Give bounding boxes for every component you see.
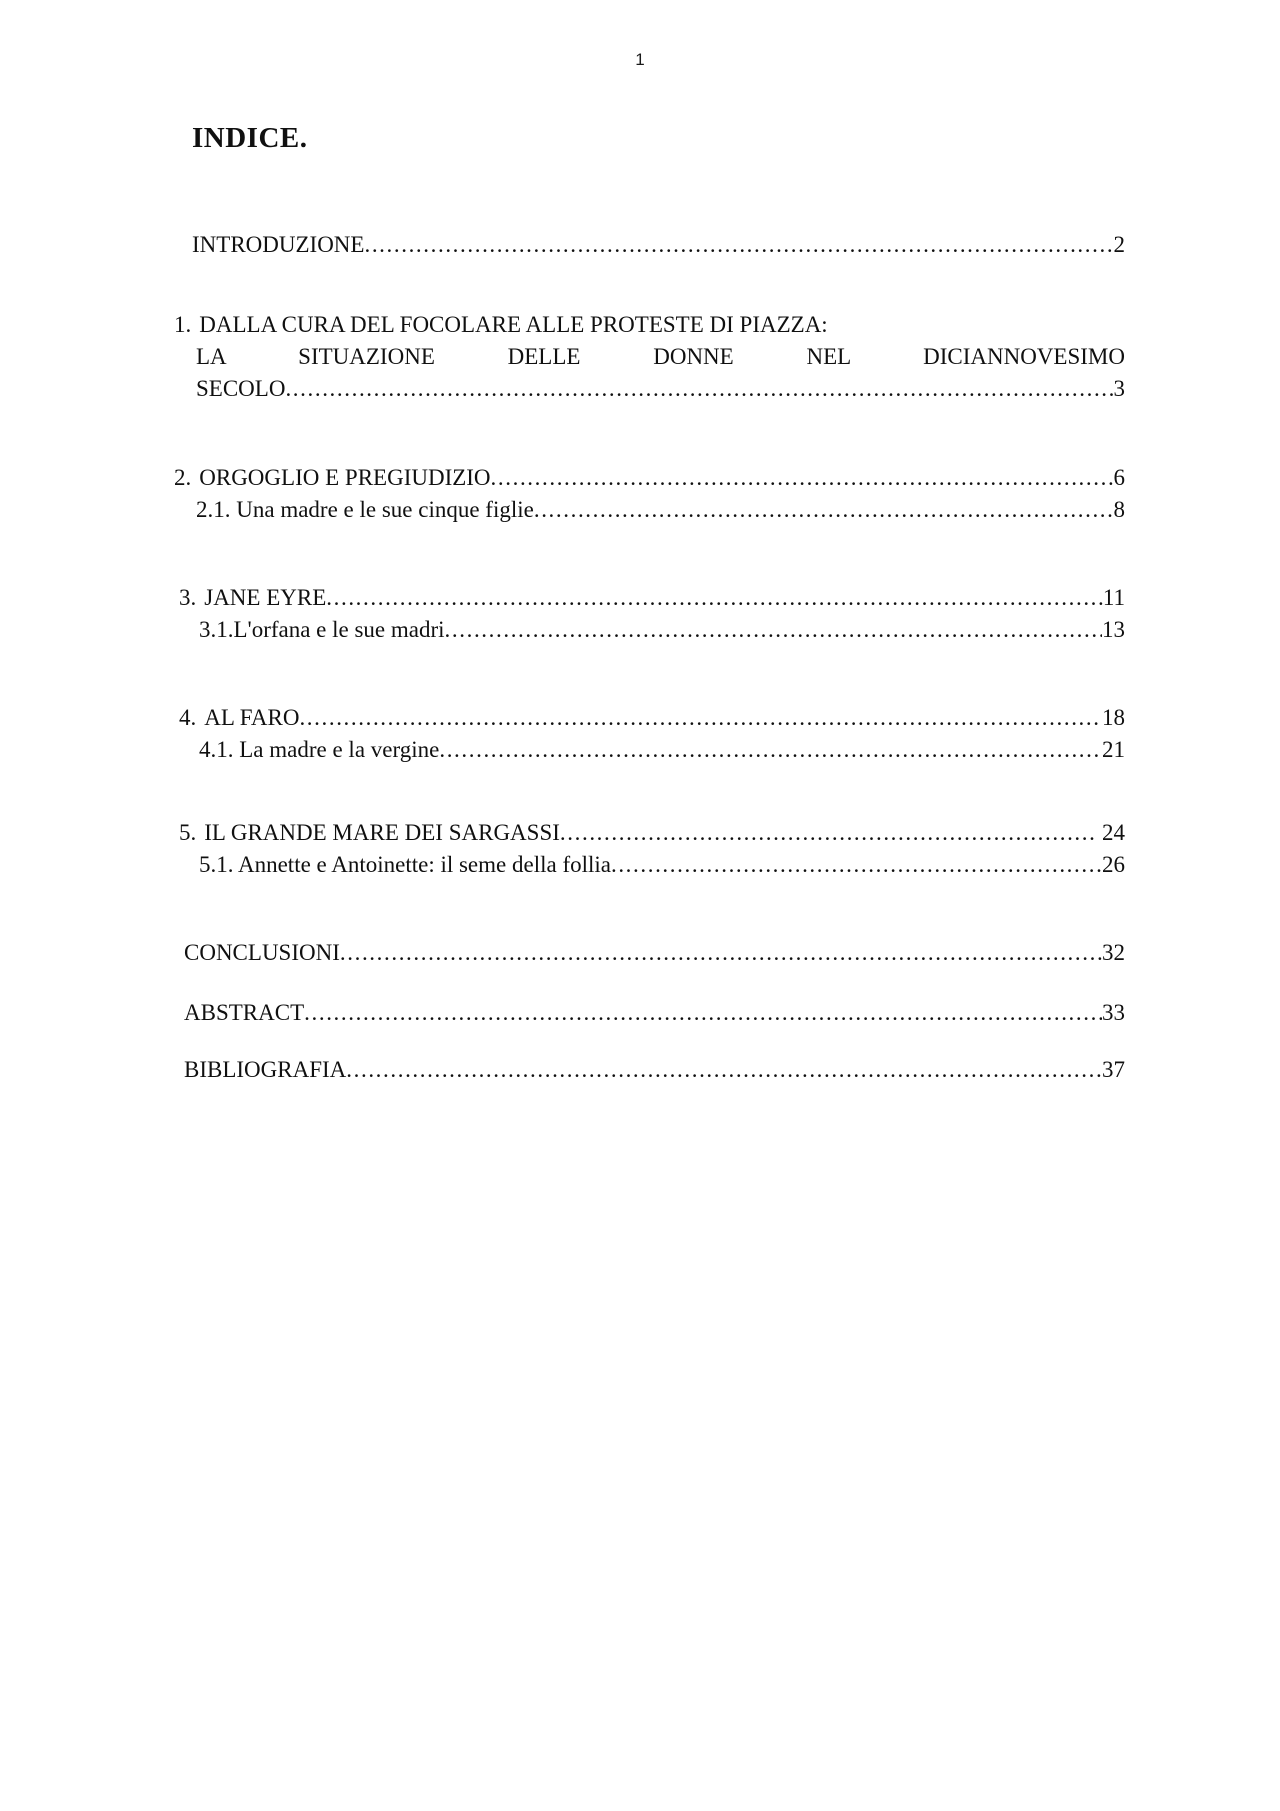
chapter-3-main xyxy=(0,582,1280,614)
toc-entry-label: BIBLIOGRAFIA xyxy=(184,1057,347,1082)
chapter-number: 3. xyxy=(179,585,197,610)
toc-entry-label: CONCLUSIONI xyxy=(184,940,340,965)
dot-leader xyxy=(445,614,1102,646)
chapter-number: 4. xyxy=(179,705,197,730)
toc-entry-page: 18 xyxy=(1102,705,1125,730)
toc-entry-label: 3.1.L'orfana e le sue madri xyxy=(199,617,445,642)
dot-leader xyxy=(491,462,1114,494)
chapter-5-subsection xyxy=(0,849,1280,881)
dot-leader xyxy=(299,702,1102,734)
toc-entry-label: 2.1. Una madre e le sue cinque figlie xyxy=(196,497,534,522)
toc-entry-label: SECOLO xyxy=(196,376,286,401)
dot-leader xyxy=(326,582,1103,614)
toc-entry-conclusioni xyxy=(0,937,1280,969)
dot-leader xyxy=(346,1054,1102,1086)
toc-entry-page: 33 xyxy=(1102,1000,1125,1025)
dot-leader xyxy=(439,734,1102,766)
toc-entry-page: 2 xyxy=(1113,232,1125,257)
toc-entry-chapter-3 xyxy=(0,582,1280,646)
dot-leader xyxy=(340,937,1102,969)
toc-entry-label: JANE EYRE xyxy=(204,585,327,610)
dot-leader xyxy=(534,494,1114,526)
chapter-1-line-1 xyxy=(0,309,1280,341)
toc-entry-label: DALLA CURA DEL FOCOLARE ALLE PROTESTE DI PIAZZA: xyxy=(199,312,828,337)
chapter-number: 5. xyxy=(179,820,197,845)
toc-title: INDICE. xyxy=(192,122,308,154)
toc-entry-page: 24 xyxy=(1102,820,1125,845)
toc-entry-label: 5.1. Annette e Antoinette: il seme della follia xyxy=(199,852,611,877)
chapter-5-main xyxy=(0,817,1280,849)
toc-entry-bibliografia xyxy=(0,1054,1280,1086)
toc-entry-page: 13 xyxy=(1102,617,1125,642)
dot-leader xyxy=(285,373,1113,405)
chapter-number: 2. xyxy=(174,465,192,490)
toc-entry-label: INTRODUZIONE xyxy=(192,232,365,257)
chapter-2-subsection xyxy=(0,494,1280,526)
chapter-4-main xyxy=(0,702,1280,734)
toc-entry-label: ABSTRACT xyxy=(184,1000,305,1025)
toc-entry-page: 8 xyxy=(1113,497,1125,522)
chapter-2-main xyxy=(0,462,1280,494)
toc-entry-page: 3 xyxy=(1113,376,1125,401)
toc-entry-page: 26 xyxy=(1102,852,1125,877)
toc-entry-page: 37 xyxy=(1102,1057,1125,1082)
toc-entry-chapter-4 xyxy=(0,702,1280,766)
toc-entry-page: 32 xyxy=(1102,940,1125,965)
toc-entry-label: IL GRANDE MARE DEI SARGASSI xyxy=(204,820,560,845)
dot-leader xyxy=(560,817,1094,849)
chapter-1-line-3 xyxy=(0,373,1280,405)
toc-entry-abstract xyxy=(0,997,1280,1029)
chapter-3-subsection xyxy=(0,614,1280,646)
chapter-1-line-2: LA SITUAZIONE DELLE DONNE NEL DICIANNOVESIMO xyxy=(196,344,1125,369)
toc-entry-chapter-2 xyxy=(0,462,1280,526)
toc-entry-label: 4.1. La madre e la vergine xyxy=(199,737,440,762)
dot-leader xyxy=(364,229,1113,261)
toc-entry-label: ORGOGLIO E PREGIUDIZIO xyxy=(199,465,491,490)
dot-leader xyxy=(611,849,1102,881)
toc-entry-chapter-5 xyxy=(0,817,1280,881)
toc-entry-introduzione xyxy=(0,229,1280,261)
dot-leader xyxy=(304,997,1102,1029)
toc-entry-page: 11 xyxy=(1102,585,1125,610)
chapter-number: 1. xyxy=(174,312,192,337)
toc-entry-label: AL FARO xyxy=(204,705,300,730)
toc-entry-page: 21 xyxy=(1102,737,1125,762)
toc-entry-chapter-1 xyxy=(0,309,1280,405)
chapter-4-subsection xyxy=(0,734,1280,766)
toc-entry-page: 6 xyxy=(1113,465,1125,490)
page-number: 1 xyxy=(635,50,645,69)
